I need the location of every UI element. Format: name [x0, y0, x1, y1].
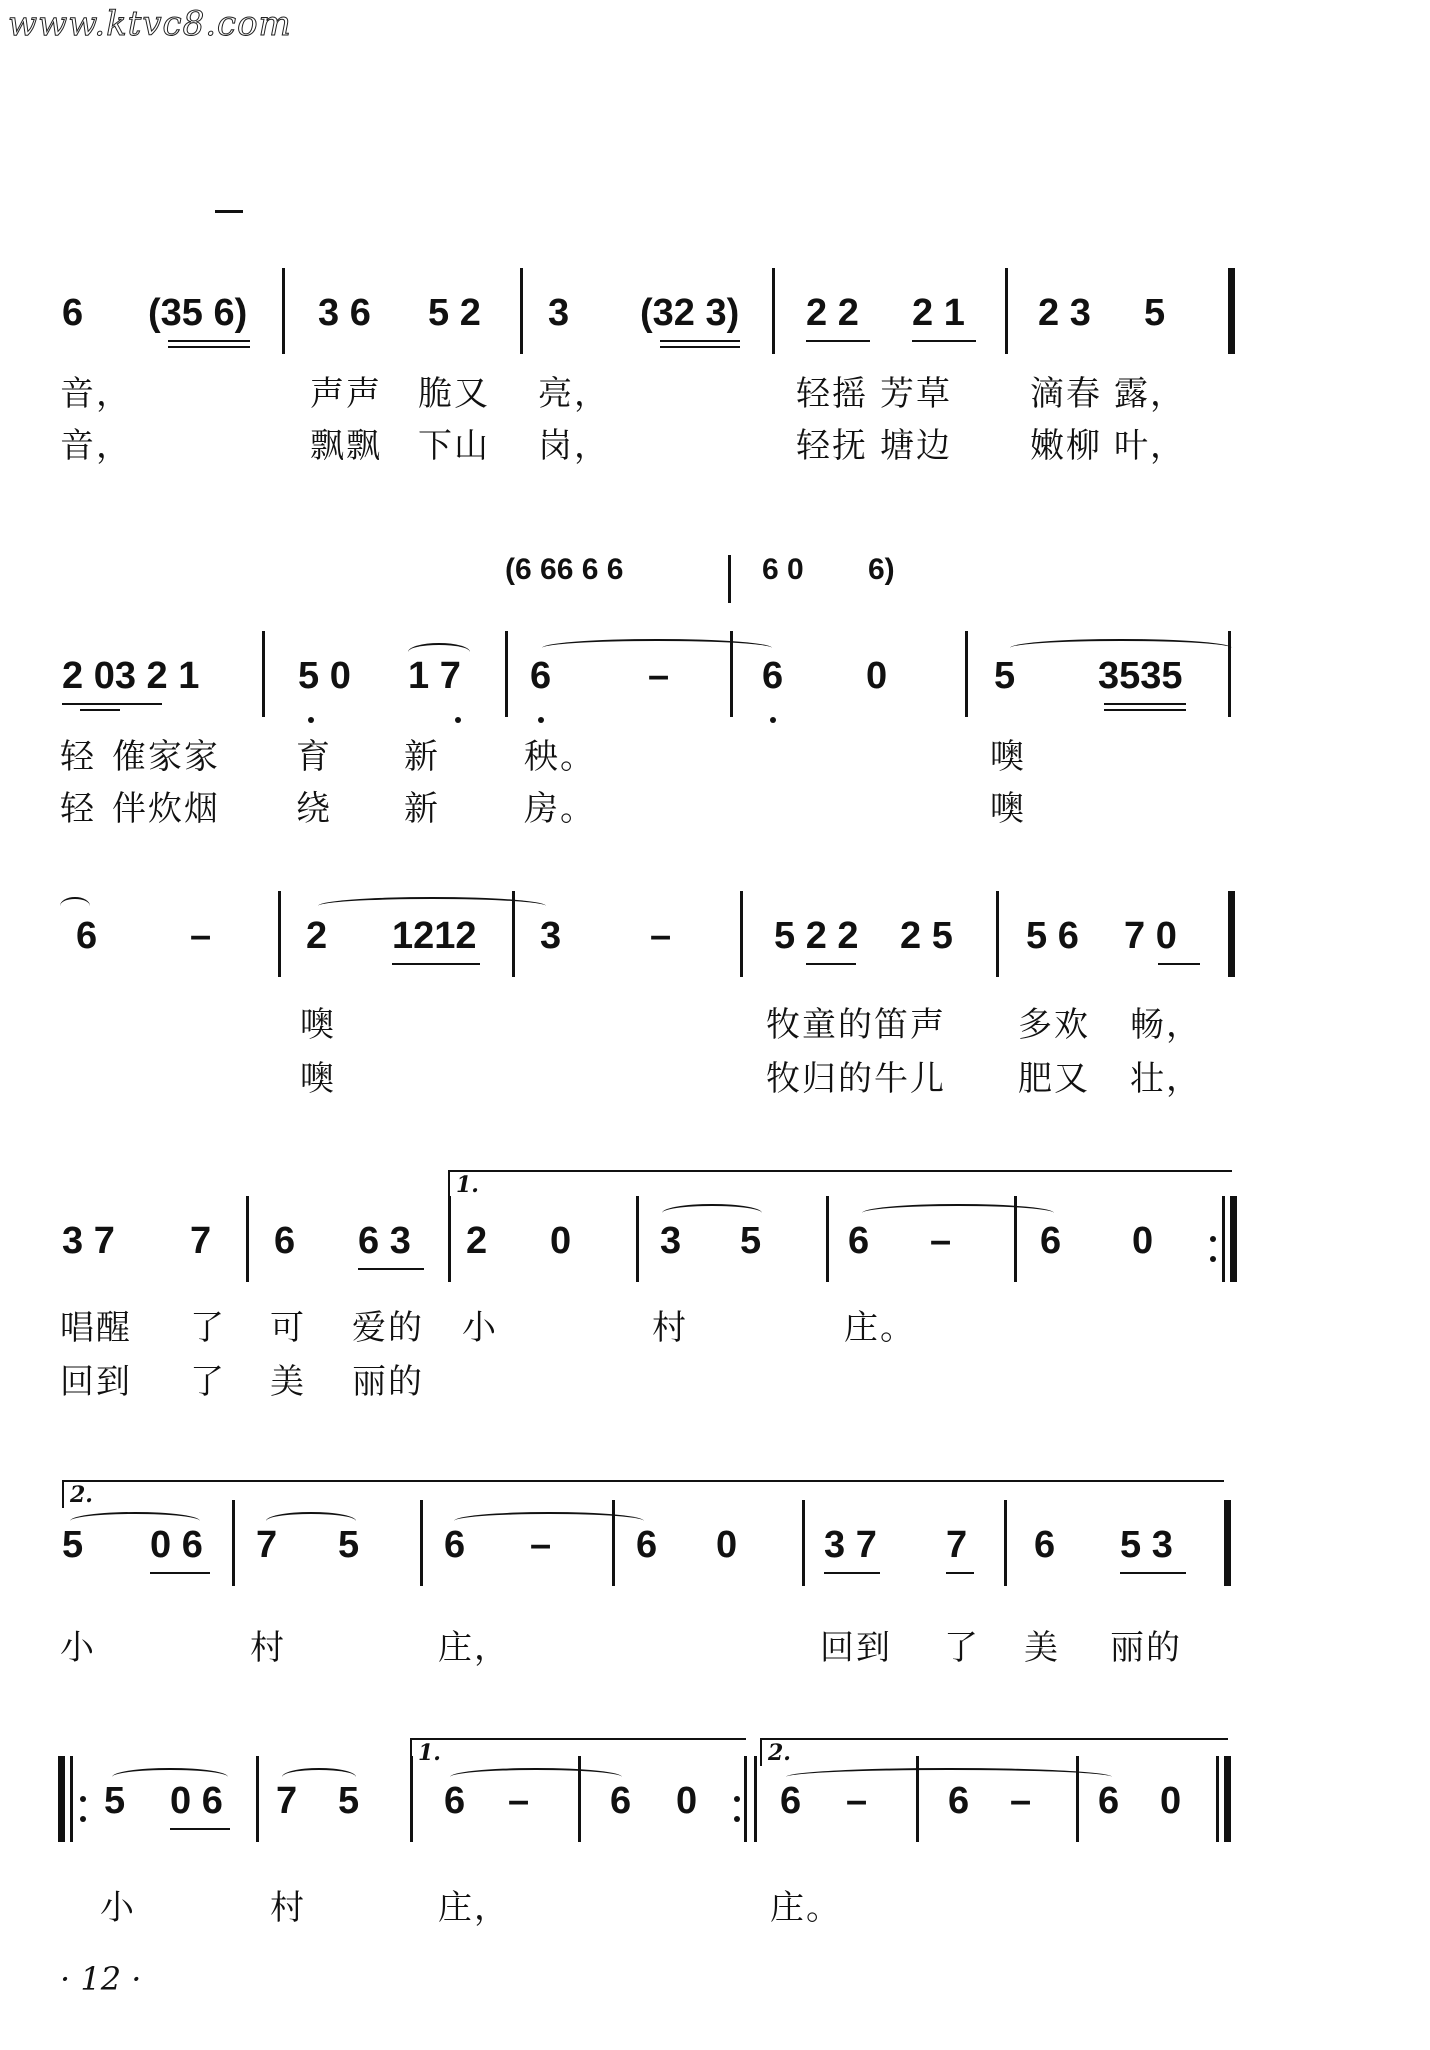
- note: 5 6: [1026, 915, 1079, 957]
- lyrics-verse-1: [0, 729, 1430, 785]
- lyric: 肥又: [1018, 1059, 1090, 1099]
- upper-notes-row: [0, 545, 1430, 625]
- lyric: 新: [404, 737, 440, 777]
- barline: [58, 1756, 65, 1842]
- barline: [232, 1500, 235, 1586]
- lyric: 回到: [60, 1362, 132, 1402]
- note: 6: [762, 655, 784, 697]
- note: 5: [338, 1524, 360, 1566]
- note: 3: [548, 292, 570, 334]
- note: 6: [444, 1780, 466, 1822]
- lyric: 音，: [60, 426, 132, 466]
- lyric: 爱的: [352, 1308, 424, 1348]
- lyric: 飘飘: [310, 426, 382, 466]
- note: 7 0: [1124, 915, 1177, 957]
- note: 2: [306, 915, 328, 957]
- note: 3535: [1098, 655, 1183, 697]
- volta-label: 2.: [70, 1482, 93, 1508]
- barline: [262, 631, 265, 717]
- barline: [1228, 268, 1235, 354]
- lyric: 丽的: [1110, 1628, 1182, 1668]
- lyrics-verse-2: [0, 418, 1430, 474]
- note: 7: [256, 1524, 278, 1566]
- note: 6: [636, 1524, 658, 1566]
- lyric: 新: [404, 789, 440, 829]
- lyric: 美: [1024, 1628, 1060, 1668]
- note: 0: [716, 1524, 738, 1566]
- note: 2 3: [1038, 292, 1091, 334]
- note: (32 3): [640, 292, 740, 334]
- lyric: 秧。: [524, 737, 596, 777]
- lyrics-verse-1: [0, 1300, 1430, 1356]
- lyric: 下山: [418, 426, 490, 466]
- note: 2 03 2 1: [62, 655, 200, 697]
- note: –: [930, 1220, 952, 1262]
- note: 6: [530, 655, 552, 697]
- note: –: [508, 1780, 530, 1822]
- lyric: 可: [270, 1308, 306, 1348]
- lyric: 嫩柳: [1030, 426, 1102, 466]
- barline: [1004, 1500, 1007, 1586]
- lyric: 叶，: [1114, 426, 1186, 466]
- lyric: 轻抚: [796, 426, 868, 466]
- lyric: 房。: [524, 789, 596, 829]
- note: 3 7: [824, 1524, 877, 1566]
- lyrics-verse-2: [0, 1354, 1430, 1410]
- lyrics-verse-1: [0, 997, 1430, 1053]
- lyric: 多欢: [1018, 1005, 1090, 1045]
- notes-row: [0, 262, 1430, 342]
- barline: [744, 1756, 747, 1842]
- lyrics-verse-2: [0, 1051, 1430, 1107]
- note: 7: [276, 1780, 298, 1822]
- note: 2 2: [806, 292, 859, 334]
- lyric: 噢: [990, 737, 1026, 777]
- barline: [740, 891, 743, 977]
- lyric: 声声: [310, 374, 382, 414]
- lyric: 庄，: [438, 1628, 510, 1668]
- barline: [1228, 891, 1235, 977]
- note: 6): [868, 553, 895, 586]
- barline: [278, 891, 281, 977]
- lyric: 丽的: [352, 1362, 424, 1402]
- note: 7: [190, 1220, 212, 1262]
- barline: [282, 268, 285, 354]
- lyric: 噢: [990, 789, 1026, 829]
- lyric: 庄，: [438, 1888, 510, 1928]
- barline: [1228, 631, 1231, 717]
- notes-row: [0, 885, 1430, 965]
- lyric: 庄。: [770, 1888, 842, 1928]
- note: 5 3: [1120, 1524, 1173, 1566]
- volta-label: 1.: [418, 1740, 441, 1766]
- barline: [420, 1500, 423, 1586]
- barline: [410, 1756, 413, 1842]
- note: –: [846, 1780, 868, 1822]
- note: 7: [946, 1524, 968, 1566]
- note: 5: [740, 1220, 762, 1262]
- note: 0: [1132, 1220, 1154, 1262]
- lyric: 轻摇: [796, 374, 868, 414]
- note: 6: [62, 292, 84, 334]
- note: 3: [660, 1220, 682, 1262]
- lyric: 脆又: [418, 374, 490, 414]
- barline: [612, 1500, 615, 1586]
- barline: [802, 1500, 805, 1586]
- barline: [1224, 1500, 1231, 1586]
- barline: [505, 631, 508, 717]
- lyric: 壮，: [1130, 1059, 1202, 1099]
- barline: [772, 268, 775, 354]
- note: 6: [780, 1780, 802, 1822]
- barline: [1222, 1196, 1225, 1282]
- note: 3 7: [62, 1220, 115, 1262]
- barline: [448, 1196, 451, 1282]
- note: –: [650, 915, 672, 957]
- note: 6: [1040, 1220, 1062, 1262]
- note: 5 0: [298, 655, 351, 697]
- lyric: 牧归的牛儿: [766, 1059, 946, 1099]
- note: 2 1: [912, 292, 965, 334]
- note: 5: [994, 655, 1016, 697]
- note: (6 66 6 6: [505, 553, 624, 586]
- lyric: 伴炊烟: [112, 789, 220, 829]
- note: 0: [550, 1220, 572, 1262]
- lyric: 回到: [820, 1628, 892, 1668]
- note: 5: [62, 1524, 84, 1566]
- note: 0 6: [170, 1780, 223, 1822]
- note: 0 6: [150, 1524, 203, 1566]
- lyric: 轻: [60, 737, 96, 777]
- note: (35 6): [148, 292, 248, 334]
- barline: [996, 891, 999, 977]
- lyric: 唱醒: [60, 1308, 132, 1348]
- lyric: 庄。: [844, 1308, 916, 1348]
- note: 2 5: [900, 915, 953, 957]
- barline: [256, 1756, 259, 1842]
- note: 6 3: [358, 1220, 411, 1262]
- note: 6: [444, 1524, 466, 1566]
- note: –: [648, 655, 670, 697]
- page-number: · 12 ·: [60, 1960, 142, 1998]
- note: 0: [1160, 1780, 1182, 1822]
- lyrics-verse-1: [0, 1620, 1430, 1676]
- lyric: 牧童的笛声: [766, 1005, 946, 1045]
- lyric: 美: [270, 1362, 306, 1402]
- note: –: [530, 1524, 552, 1566]
- note: 5 2: [428, 292, 481, 334]
- lyric: 小: [462, 1308, 498, 1348]
- note: 3 6: [318, 292, 371, 334]
- barline: [1216, 1756, 1219, 1842]
- lyric: 噢: [300, 1059, 336, 1099]
- lyric: 育: [296, 737, 332, 777]
- lyrics-verse-2: [0, 781, 1430, 837]
- barline: [754, 1756, 757, 1842]
- note: 5: [338, 1780, 360, 1822]
- watermark: www.ktvc8.com: [8, 4, 292, 44]
- barline: [1230, 1196, 1237, 1282]
- note: 6: [1098, 1780, 1120, 1822]
- notes-row: [0, 1750, 1430, 1830]
- lyric: 小: [60, 1628, 96, 1668]
- lyric: 塘边: [880, 426, 952, 466]
- volta-label: 1.: [456, 1172, 479, 1198]
- note: 1212: [392, 915, 477, 957]
- notes-row: [0, 625, 1430, 705]
- barline: [826, 1196, 829, 1282]
- note: 5: [1144, 292, 1166, 334]
- notes-row: [0, 1494, 1430, 1574]
- lyric: 绕: [296, 789, 332, 829]
- note: 3: [540, 915, 562, 957]
- note: –: [190, 915, 212, 957]
- lyric: 村: [652, 1308, 688, 1348]
- note: 6: [274, 1220, 296, 1262]
- barline: [1076, 1756, 1079, 1842]
- lyric: 小: [100, 1888, 136, 1928]
- note: 6: [948, 1780, 970, 1822]
- note: 1 7: [408, 655, 461, 697]
- barline: [70, 1756, 73, 1842]
- barline: [246, 1196, 249, 1282]
- note: 6: [1034, 1524, 1056, 1566]
- lyric: 畅，: [1130, 1005, 1202, 1045]
- volta-label: 2.: [768, 1740, 791, 1766]
- barline: [728, 555, 731, 603]
- note: 0: [676, 1780, 698, 1822]
- lyrics-verse-1: [0, 366, 1430, 422]
- note: 6: [848, 1220, 870, 1262]
- lyric: 了: [944, 1628, 980, 1668]
- lyrics-verse-1: [0, 1880, 1430, 1936]
- lyric: 芳草: [880, 374, 952, 414]
- barline: [1005, 268, 1008, 354]
- lyric: 村: [250, 1628, 286, 1668]
- note: 6 0: [762, 553, 804, 586]
- lyric: 了: [190, 1308, 226, 1348]
- lyric: 滴春: [1030, 374, 1102, 414]
- note: 0: [866, 655, 888, 697]
- dash-mark: [215, 210, 243, 213]
- note: 2: [466, 1220, 488, 1262]
- lyric: 岗，: [538, 426, 610, 466]
- barline: [1224, 1756, 1231, 1842]
- barline: [965, 631, 968, 717]
- lyric: 村: [270, 1888, 306, 1928]
- lyric: 音，: [60, 374, 132, 414]
- barline: [520, 268, 523, 354]
- notes-row: [0, 1190, 1430, 1270]
- lyric: 傕家家: [112, 737, 220, 777]
- lyric: 亮，: [538, 374, 610, 414]
- note: 6: [76, 915, 98, 957]
- lyric: 了: [190, 1362, 226, 1402]
- note: –: [1010, 1780, 1032, 1822]
- note: 6: [610, 1780, 632, 1822]
- lyric: 露，: [1114, 374, 1186, 414]
- barline: [636, 1196, 639, 1282]
- lyric: 轻: [60, 789, 96, 829]
- lyric: 噢: [300, 1005, 336, 1045]
- note: 5: [104, 1780, 126, 1822]
- note: 5 2 2: [774, 915, 859, 957]
